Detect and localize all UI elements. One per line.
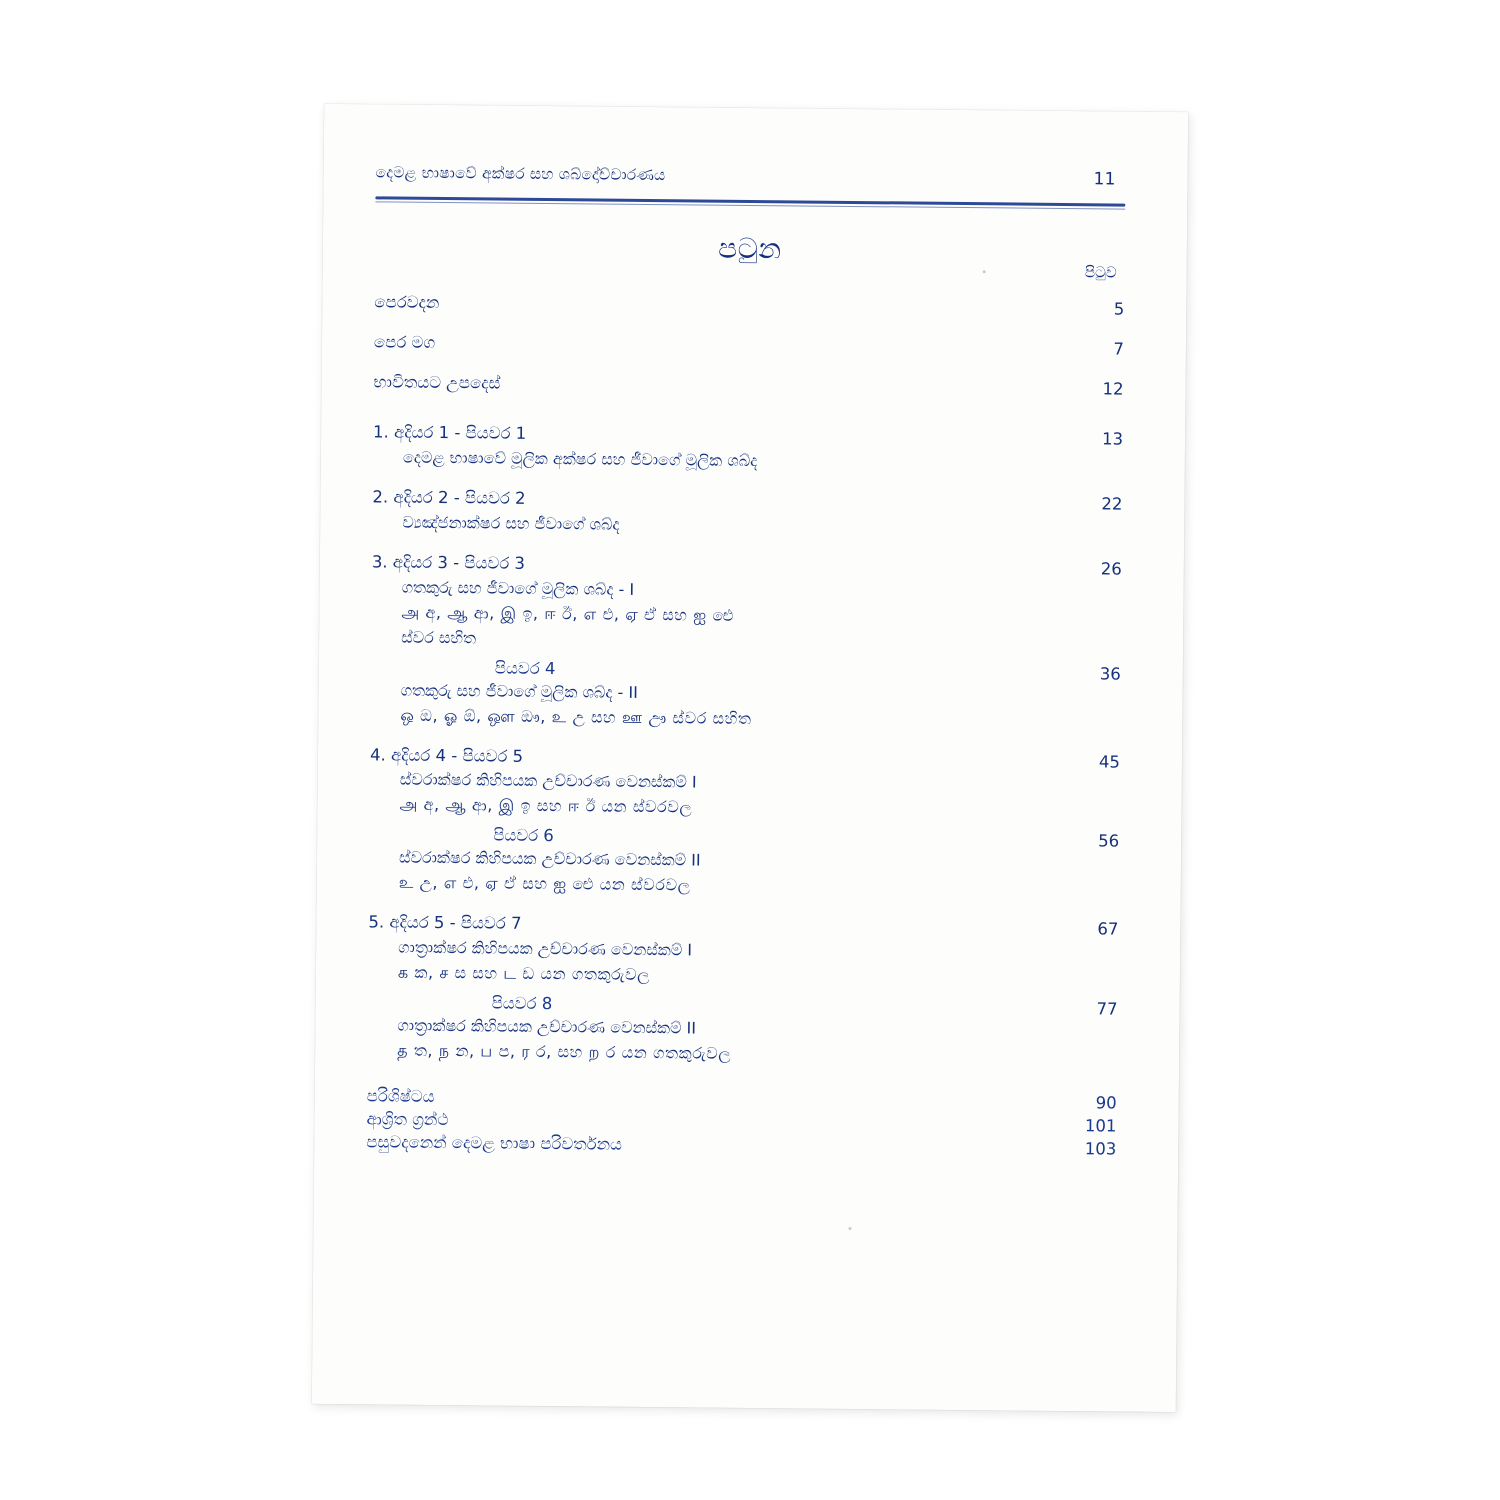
toc-entry-label: පෙරවදන [374,292,440,312]
toc-chapter-subline: அ අ, ஆ ආ, இ ඉ සහ ஈ ඊ යන ස්වරවල [399,795,693,817]
toc-chapter-page: 22 [1101,494,1123,514]
toc-leader [525,568,1066,573]
page-title: පටුන [718,231,782,266]
toc-leader [439,308,1068,314]
toc-leader [555,674,1064,679]
toc-leader [521,929,1062,934]
toc-leader [523,761,1064,766]
toc-entry-label: භාවිතයට උපදෙස් [373,372,501,393]
toc-leader [526,439,1067,444]
toc-chapter-subline: க ක, ச ස සහ ட ඩ යන ගතකුරුවල [397,963,651,985]
toc-chapter[interactable] [373,420,1123,476]
toc-entry-page: 12 [1102,379,1124,399]
toc-substep-page: 56 [1098,831,1120,852]
toc-chapter-page: 45 [1098,751,1121,772]
running-head-title: දෙමළ භාෂාවේ අක්ෂර සහ ශබ්දෝච්චාරණය [375,163,666,185]
toc-entry-label: පසුවදනෙන් දෙමළ භාෂා පරිවර්තනය [366,1132,623,1155]
toc-substep-page: 77 [1096,999,1118,1019]
toc-chapter-subline: ගතකුරු සහ ජීවාගේ මූලික ශබ්ද - I [401,577,635,599]
toc-leader [435,1102,1053,1108]
toc-entry-page: 103 [1084,1139,1117,1159]
page-column-header: පිටුව [1084,263,1117,282]
toc-chapter[interactable] [372,485,1122,541]
toc-substep-subline: ගාත්‍රාක්ෂර කිහිපයක උච්චාරණ වෙනස්කම් II [397,1016,697,1038]
running-head [376,162,1126,189]
toc-leader [500,388,1067,393]
toc-chapter-subline: ස්වර සහිත [401,627,477,647]
toc-chapter-label: 2. අදියර 2 - පියවර 2 [372,487,526,508]
toc-back-matter [366,1087,1117,1160]
toc-entry-page: 101 [1084,1116,1117,1136]
toc-leader [435,348,1068,354]
toc-chapter-label: 5. අදියර 5 - පියවර 7 [368,912,522,934]
toc-entry[interactable] [374,290,1124,321]
toc-entry-page: 90 [1095,1093,1117,1113]
toc-leader [448,1125,1052,1131]
toc-chapter-subline: දෙමළ භාෂාවේ මූලික අක්ෂර සහ ජීවාගේ මූලික ශබ්ද [402,447,758,470]
toc-chapter-label: 1. අදියර 1 - පියවර 1 [373,422,527,443]
toc-entry-page: 7 [1113,339,1125,359]
book-page [312,104,1188,1412]
toc-leader [622,1150,1052,1154]
toc-chapter[interactable] [369,743,1120,902]
toc-substep-label: පියවර 4 [494,658,556,678]
toc-substep-subline: ස්වරාක්ෂර කිහිපයක උච්චාරණ වෙනස්කම් II [398,848,701,870]
toc-chapter[interactable] [367,911,1118,1070]
toc-chapter-page: 26 [1100,558,1122,579]
toc-substep-subline: உ උ, எ එ, ஏ ඒ සහ ஐ ඓ යන ස්වරවල [398,873,691,895]
toc-leader [554,842,1063,847]
toc-chapter-subline: ස්වරාක්ෂර කිහිපයක උච්චාරණ වෙනස්කම් I [399,770,697,792]
toc-chapter-label: 3. අදියර 3 - පියවර 3 [371,551,526,573]
toc-chapter-label: 4. අදියර 4 - පියවර 5 [369,744,524,766]
toc-substep-subline: த ත, ந න, ப ප, ர ර, සහ ற ර යන ගතකුරුවල [397,1041,732,1064]
toc-entry[interactable] [366,1133,1116,1160]
toc-entry-page: 5 [1113,299,1125,319]
toc-leader [526,504,1067,509]
toc-chapter-page: 67 [1097,919,1119,939]
toc-chapter-page: 13 [1101,429,1124,449]
toc-substep-subline: ஒ ඔ, ஓ ඕ, ஔ ඖ, உ උ සහ ஊ ඌ ස්වර සහිත [400,705,752,728]
toc-entry-label: පෙර මග [373,332,436,352]
toc-leader [552,1009,1061,1014]
table-of-contents [366,290,1124,1160]
toc-entry-label: පරිශිෂ්ටය [366,1086,435,1107]
running-head-page-number: 11 [1093,169,1116,190]
toc-chapter-subline: அ අ, ஆ ආ, இ ඉ, ஈ ඊ, எ එ, ஏ ඒ සහ ஐ ඓ [401,602,735,625]
toc-chapter[interactable] [370,550,1122,734]
scan-speck [848,1227,851,1230]
toc-substep-page: 36 [1099,663,1121,684]
toc-entry-label: ආශ්‍රිත ග්‍රන්ථ [366,1109,449,1130]
toc-substep-label: පියවර 8 [491,993,553,1014]
scan-speck [983,270,986,273]
toc-substep-subline: ගතකුරු සහ ජීවාගේ මූලික ශබ්ද - II [400,680,638,702]
toc-chapter-subline: ව්‍යඤ්ජනාක්ෂර සහ ජීවාගේ ශබ්ද [402,512,620,534]
toc-substep-label: පියවර 6 [493,825,554,846]
toc-chapter-subline: ගාත්‍රාක්ෂර කිහිපයක උච්චාරණ වෙනස්කම් I [398,938,693,960]
